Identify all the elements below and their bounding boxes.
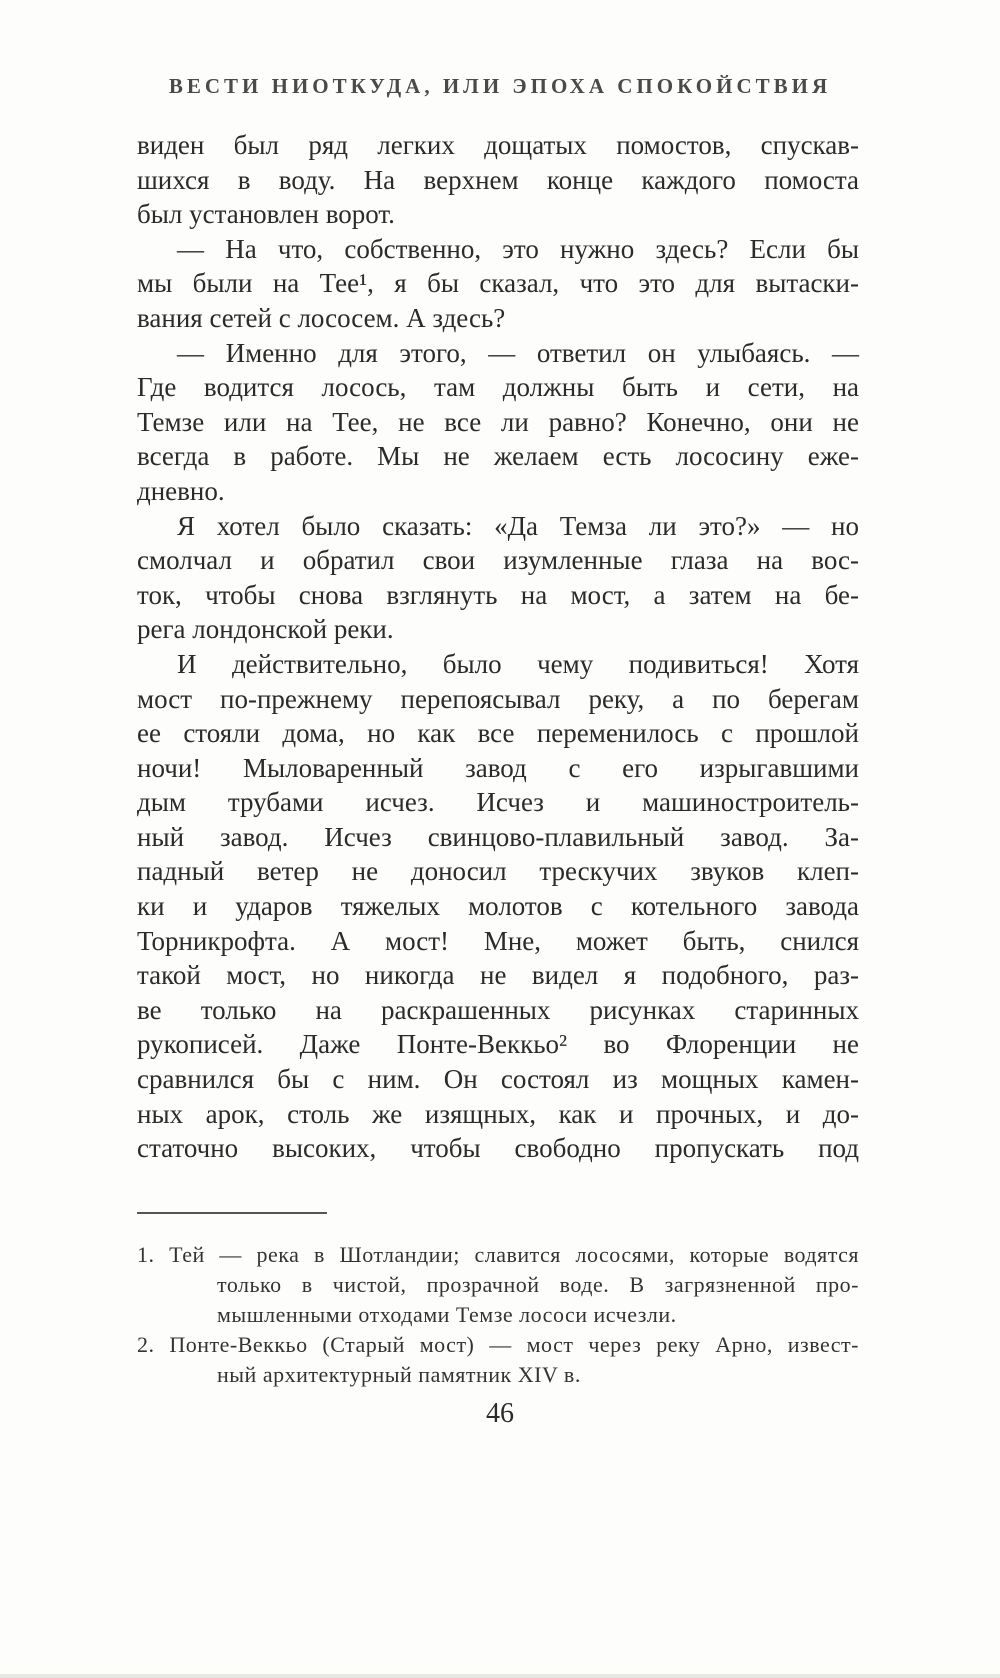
paragraph (137, 128, 859, 232)
text-line: мост по-прежнему перепоясывал реку, а по берегам (137, 683, 859, 714)
footnote (137, 1240, 859, 1330)
page-number: 46 (486, 1398, 514, 1429)
text-line: мы были на Тее¹, я бы сказал, что это для вытаски- (137, 268, 859, 299)
text-line: ве только на раскрашенных рисунках старинных (137, 994, 859, 1025)
text-line: падный ветер не доносил трескучих звуков клеп- (137, 856, 859, 887)
text-line: ных арок, столь же изящных, как и прочных, и до- (137, 1098, 859, 1129)
body-text (137, 128, 859, 1166)
text-line: статочно высоких, чтобы свободно пропускать под (137, 1133, 859, 1164)
text-line: дневно. (137, 475, 225, 506)
footnotes (137, 1240, 859, 1390)
footnote-line: 2. Понте-Веккьо (Старый мост) — мост через реку Арно, извест- (137, 1332, 859, 1357)
text-line: был установлен ворот. (137, 199, 395, 230)
footnote-line: мышленными отходами Темзе лососи исчезли. (217, 1302, 677, 1327)
scan-bottom-edge (0, 1674, 1000, 1678)
text-line: Торникрофта. А мост! Мне, может быть, снился (137, 925, 859, 956)
text-line: ки и ударов тяжелых молотов с котельного завода (137, 891, 859, 922)
text-line: ночи! Мыловаренный завод с его изрыгавшими (137, 752, 859, 783)
paragraph (137, 336, 859, 509)
text-line: ный завод. Исчез свинцово-плавильный завод. За- (137, 821, 859, 852)
running-header: ВЕСТИ НИОТКУДА, ИЛИ ЭПОХА СПОКОЙСТВИЯ (168, 74, 832, 98)
footnote-line: только в чистой, прозрачной воде. В загрязненной про- (217, 1272, 859, 1297)
text-line: сравнился бы с ним. Он состоял из мощных камен- (137, 1064, 859, 1095)
text-line: рега лондонской реки. (137, 614, 394, 645)
text-line: Темзе или на Тее, не все ли равно? Конечно, они не (137, 406, 859, 437)
text-line: дым трубами исчез. Исчез и машиностроитель- (137, 787, 859, 818)
footnote (137, 1330, 859, 1390)
text-line: ее стояли дома, но как все переменилось с прошлой (137, 718, 859, 749)
text-line: Я хотел было сказать: «Да Темза ли это?» — но (177, 510, 859, 541)
text-line: рукописей. Даже Понте-Веккьо² во Флоренции не (137, 1029, 859, 1060)
text-line: Где водится лосось, там должны быть и сети, на (137, 372, 859, 403)
footnote-line: ный архитектурный памятник XIV в. (217, 1362, 581, 1387)
text-line: ток, чтобы снова взглянуть на мост, а затем на бе- (137, 579, 859, 610)
footnote-line: 1. Тей — река в Шотландии; славится лососями, которые водятся (137, 1242, 859, 1267)
text-line: такой мост, но никогда не видел я подобного, раз- (137, 960, 859, 991)
paragraph (137, 232, 859, 336)
paragraph (137, 647, 859, 1166)
text-line: шихся в воду. На верхнем конце каждого помоста (137, 164, 859, 195)
text-line: всегда в работе. Мы не желаем есть лососину еже- (137, 441, 859, 472)
text-line: вания сетей с лососем. А здесь? (137, 302, 506, 333)
text-line: — Именно для этого, — ответил он улыбаясь. — (177, 337, 859, 368)
paragraph (137, 509, 859, 647)
text-line: И действительно, было чему подивиться! Хотя (177, 648, 859, 679)
text-line: смолчал и обратил свои изумленные глаза на вос- (137, 545, 859, 576)
footnote-separator (137, 1212, 327, 1214)
text-line: — На что, собственно, это нужно здесь? Если бы (177, 233, 859, 264)
text-line: виден был ряд легких дощатых помостов, спускав- (137, 130, 859, 160)
